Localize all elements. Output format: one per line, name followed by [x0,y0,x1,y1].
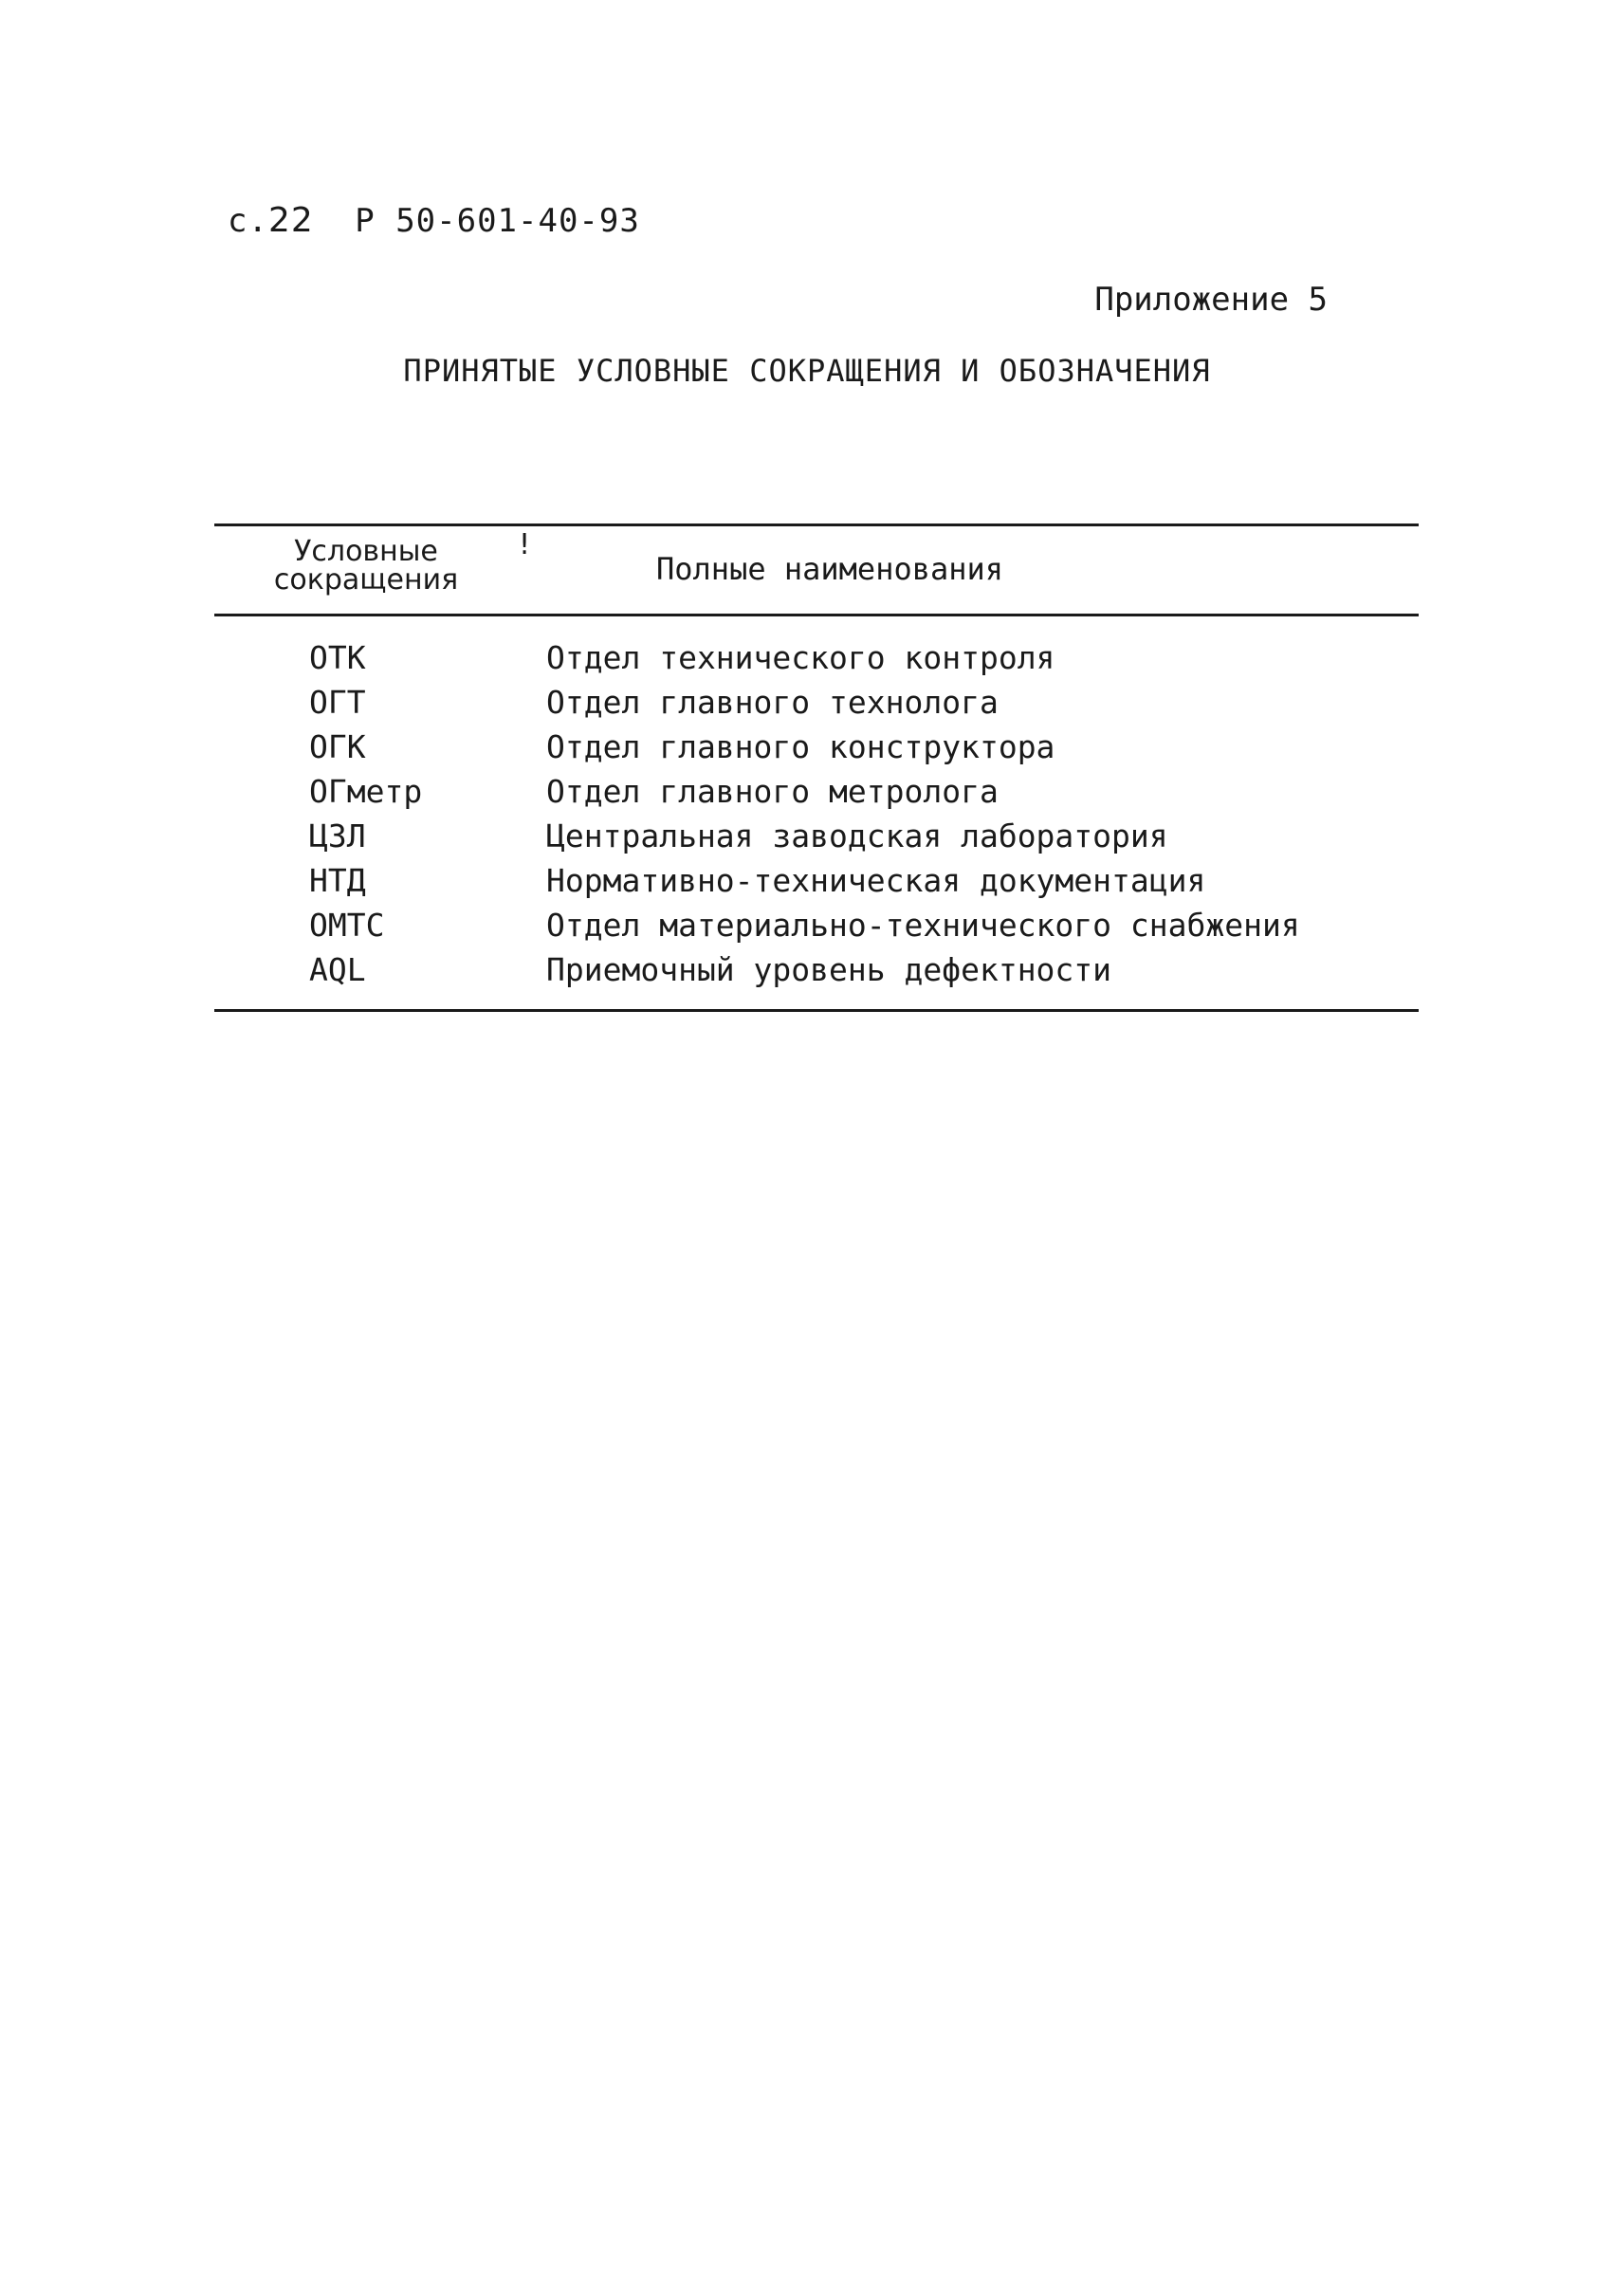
full-name-cell: Отдел технического контроля [546,639,1055,676]
table-body [214,616,1419,1009]
column-header-abbreviations [214,535,518,597]
appendix-label: Приложение 5 [1094,281,1328,319]
abbreviation-cell: ОГметр [309,773,423,810]
abbreviations-table [214,523,1419,1012]
abbreviation-cell: ОМТС [309,907,385,944]
table-row [214,637,1419,682]
table-row [214,860,1419,905]
abbreviation-cell: ЦЗЛ [309,817,366,854]
document-title: ПРИНЯТЫЕ УСЛОВНЫЕ СОКРАЩЕНИЯ И ОБОЗНАЧЕНИЯ [403,353,1211,389]
column-header-abbr-line2: сокращения [273,563,459,597]
full-name-cell: Центральная заводская лаборатория [546,817,1168,854]
full-name-cell: Нормативно-техническая документация [546,862,1206,899]
abbreviation-cell: AQL [309,951,366,988]
table-row [214,726,1419,771]
full-name-cell: Отдел главного метролога [546,773,999,810]
abbreviation-cell: ОГК [309,728,366,765]
page-number: 22 [267,201,314,240]
abbreviation-cell: ОТК [309,639,366,676]
full-name-cell: Отдел главного технолога [546,684,999,721]
column-header-full-names: Полные наименования [656,551,1004,587]
table-row [214,905,1419,949]
full-name-cell: Отдел главного конструктора [546,728,1055,765]
table-bottom-rule [214,1009,1419,1012]
page-ref-prefix: с. [228,202,268,240]
table-row [214,816,1419,860]
table-row [214,771,1419,816]
column-separator-mark: ! [516,528,534,561]
full-name-cell: Отдел материально-технического снабжения [546,907,1300,944]
column-header-abbr-line1: Условные [294,535,438,568]
full-name-cell: Приемочный уровень дефектности [546,951,1112,988]
abbreviation-cell: ОГТ [309,684,366,721]
table-row [214,949,1419,994]
table-row [214,682,1419,726]
page-reference [228,201,640,240]
abbreviation-cell: НТД [309,862,366,899]
table-header [214,526,1419,614]
document-code: Р 50-601-40-93 [355,202,640,240]
